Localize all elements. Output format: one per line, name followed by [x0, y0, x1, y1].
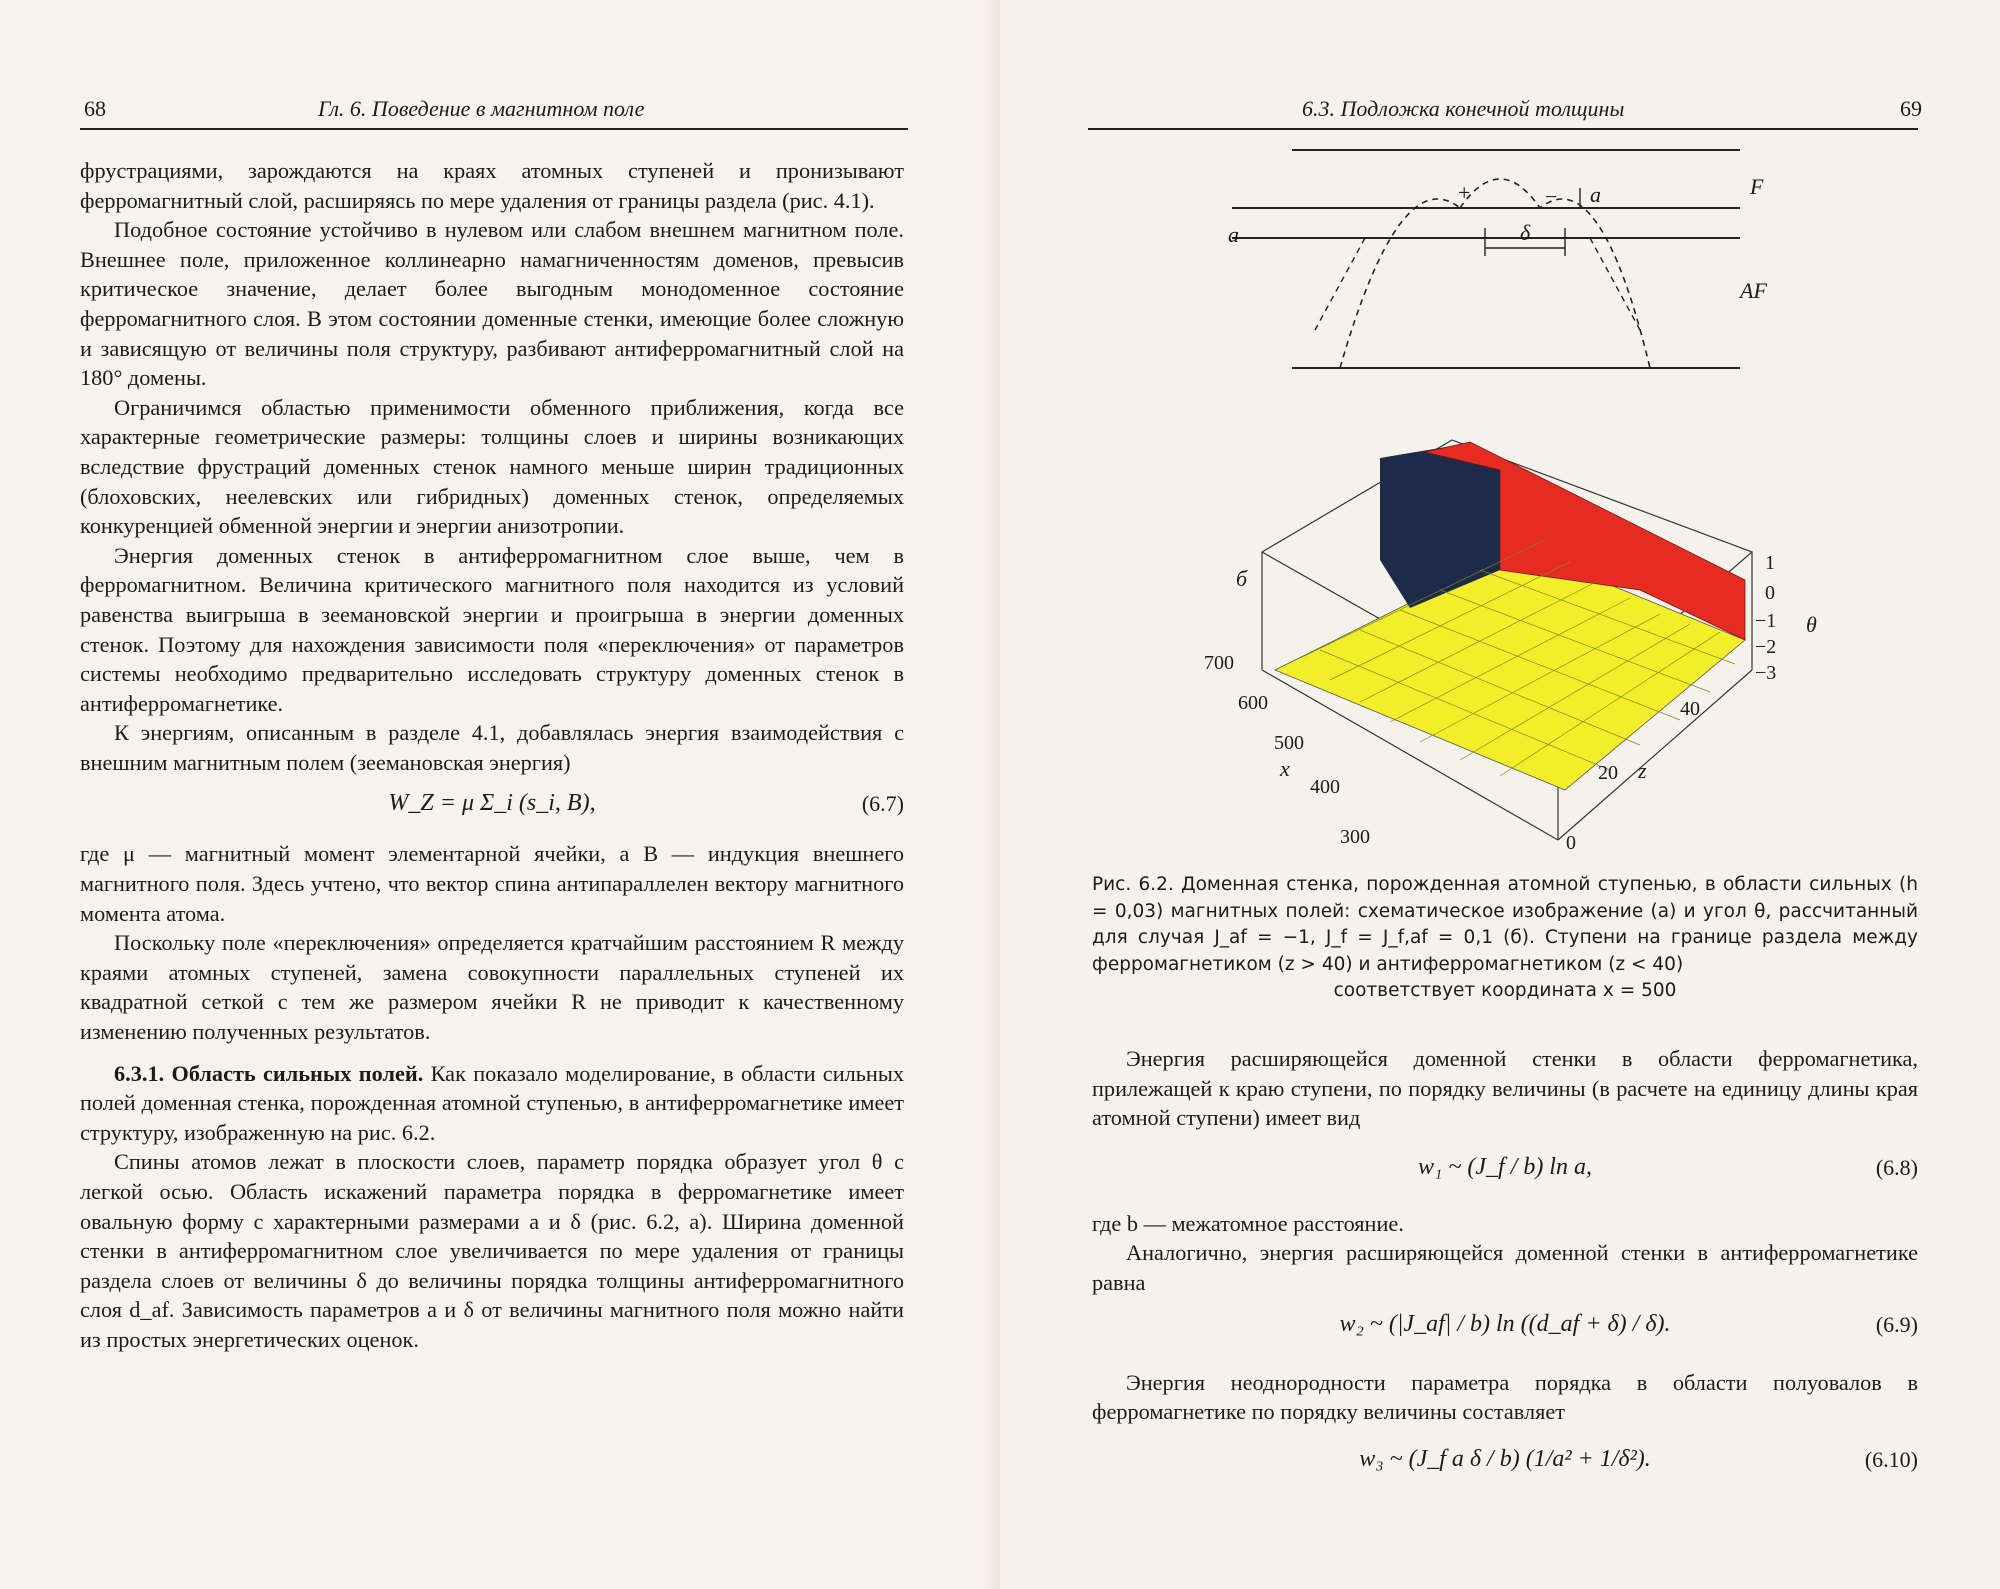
header-rule-left — [80, 128, 908, 130]
x-tick: 700 — [1204, 652, 1234, 674]
page-number-right: 69 — [1900, 96, 1922, 121]
paragraph: Энергия расширяющейся доменной стенки в области ферромагнетика, прилежащей к краю ступени, по порядку величины (в расчете на единицу длины края атомной ступени) имеет вид — [1092, 1046, 1918, 1131]
paragraph: Энергия неоднородности параметра порядка в области полуовалов в ферромагнетике по порядку величины составляет — [1092, 1369, 1918, 1425]
x-tick: 500 — [1274, 732, 1304, 754]
figure-b-surface-plot — [1000, 430, 2000, 850]
paragraph: Аналогично, энергия расширяющейся доменной стенки в антиферромагнетике равна — [1092, 1240, 1918, 1295]
figure-a-minus: − — [1545, 184, 1558, 209]
figure-a-dim-delta: δ — [1520, 220, 1531, 245]
section-paragraph — [80, 1059, 904, 1148]
equation-formula: w₂ ~ (|J_af| / b) ln ((d_af + δ) / δ). — [1339, 1310, 1671, 1337]
x-axis-label: x — [1280, 756, 1290, 781]
equation-number: (6.9) — [1875, 1311, 1918, 1337]
theta-tick: 1 — [1765, 552, 1775, 574]
paragraph: где μ — магнитный момент элементарной ячейки, а B — индукция внешнего магнитного поля. Здесь учтено, что вектор спина антипараллелен вектору магнитного момента атома. — [80, 841, 904, 926]
paragraph: Спины атомов лежат в плоскости слоев, параметр порядка образует угол θ с легкой осью. Область искажений параметра порядка в ферромагнетике имеет овальную форму с характерными размерами a и δ (рис. 6.2, a). Ширина доменной стенки в антиферромагнитном слое увеличивается по мере удаления от границы раздела слоев от величины δ до величины порядка толщины антиферромагнитного слоя d_af. Зависимость параметров a и δ от величины магнитного поля можно найти из простых энергетических оценок. — [80, 1149, 904, 1352]
figure-a-panel-label: a — [1228, 222, 1239, 247]
theta-tick: 0 — [1765, 582, 1775, 604]
caption-text: Рис. 6.2. Доменная стенка, порожденная атомной ступенью, в области сильных (h = 0,03) магнитных полей: схематическое изображение (a) и угол θ, рассчитанный для случая J_af = −1, J_f = J_f,af = 0,1 (б). Ступени на границе раздела между ферромагнетиком (z > 40) и антиферромагнетиком (z < 40) — [1092, 874, 1918, 975]
paragraph: фрустрациями, зарождаются на краях атомных ступеней и пронизывают ферромагнитный слой, расширяясь по мере удаления от границы раздела (рис. 4.1). — [80, 158, 904, 213]
figure-a-schematic — [1000, 130, 2000, 380]
equation-6-10 — [1092, 1427, 1918, 1503]
figure-a-layer-f: F — [1750, 174, 1764, 199]
equation-6-8 — [1092, 1133, 1918, 1209]
equation-formula: W_Z = μ Σ_i (s_i, B), — [388, 790, 596, 817]
right-body — [1092, 1044, 1918, 1503]
equation-number: (6.8) — [1875, 1154, 1918, 1180]
dashed-wall-left — [1315, 238, 1365, 330]
z-tick: 0 — [1566, 832, 1576, 854]
paragraph: Энергия доменных стенок в антиферромагнитном слое выше, чем в ферромагнитном. Величина критического магнитного поля находится из условий равенства выигрыша в зеемановской энергии и проигрыша в энергии доменных стенок. Поэтому для нахождения зависимости поля «переключения» от параметров системы необходимо предварительно исследовать структуру доменных стенок в антиферромагнетике. — [80, 542, 904, 716]
running-head-left: Гл. 6. Поведение в магнитном поле — [318, 96, 645, 121]
paragraph: где b — межатомное расстояние. — [1092, 1210, 1404, 1236]
equation-6-7 — [80, 777, 904, 839]
paragraph: Ограничимся областью применимости обменного приближения, когда все характерные геометрические размеры: толщины слоев и ширины возникающих вследствие фрустраций доменных стенок намного меньше ширин традиционных (блоховских, неелевских или гибридных) доменных стенок, определяемых конкуренцией обменной энергии и энергии анизотропии. — [80, 394, 904, 539]
x-tick: 300 — [1340, 826, 1370, 848]
section-text: Как показало моделирование, в области сильных полей доменная стенка, порожденная атомной ступенью, в антиферромагнетике имеет структуру, изображенную на рис. 6.2. — [80, 1060, 904, 1145]
figure-a-plus: + — [1458, 180, 1471, 205]
x-tick: 600 — [1238, 692, 1268, 714]
equation-formula: w₁ ~ (J_f / b) ln a, — [1418, 1153, 1592, 1180]
left-page — [0, 0, 990, 1589]
z-tick: 20 — [1598, 762, 1618, 784]
caption-last-line: соответствует координата x = 500 — [1333, 980, 1677, 1002]
paragraph: К энергиям, описанным в разделе 4.1, добавлялась энергия взаимодействия с внешним магнитным полем (зеемановская энергия) — [80, 720, 904, 775]
section-title: 6.3.1. Область сильных полей. — [114, 1060, 424, 1086]
equation-number: (6.7) — [861, 791, 904, 817]
paragraph: Подобное состояние устойчиво в нулевом или слабом внешнем магнитном поле. Внешнее поле, приложенное коллинеарно намагниченностям доменов, превысив критическое значение, делает более выгодным монодоменное состояние ферромагнитного слоя. В этом состоянии доменные стенки, имеющие более сложную и зависящую от величины поля структуру, разбивают антиферромагнитный слой на 180° домены. — [80, 217, 904, 391]
z-axis-label: z — [1638, 758, 1647, 783]
running-head-right: 6.3. Подложка конечной толщины — [1302, 96, 1625, 121]
z-tick: 40 — [1680, 698, 1700, 720]
theta-tick: −3 — [1755, 662, 1777, 684]
figure-caption — [1092, 872, 1918, 1005]
equation-formula: w₃ ~ (J_f a δ / b) (1/a² + 1/δ²). — [1359, 1445, 1651, 1472]
figure-a-dim-a: a — [1590, 182, 1601, 207]
equation-6-9 — [1092, 1298, 1918, 1368]
theta-tick: −1 — [1755, 610, 1777, 632]
theta-tick: −2 — [1755, 636, 1777, 658]
page-number-left: 68 — [84, 96, 106, 121]
x-tick: 400 — [1310, 776, 1340, 798]
equation-number: (6.10) — [1864, 1446, 1918, 1472]
figure-b-panel-label: б — [1236, 566, 1248, 591]
left-body — [80, 156, 904, 1355]
right-page — [1000, 0, 2000, 1589]
theta-axis-label: θ — [1806, 612, 1817, 637]
dashed-wall-right — [1590, 238, 1640, 330]
dashed-outline-left — [1340, 199, 1460, 368]
figure-a-layer-af: AF — [1740, 278, 1767, 303]
paragraph: Поскольку поле «переключения» определяется кратчайшим расстоянием R между краями атомных ступеней, замена совокупности параллельных ступеней их квадратной сеткой с тем же размером ячейки R не приводит к качественному изменению полученных результатов. — [80, 930, 904, 1045]
